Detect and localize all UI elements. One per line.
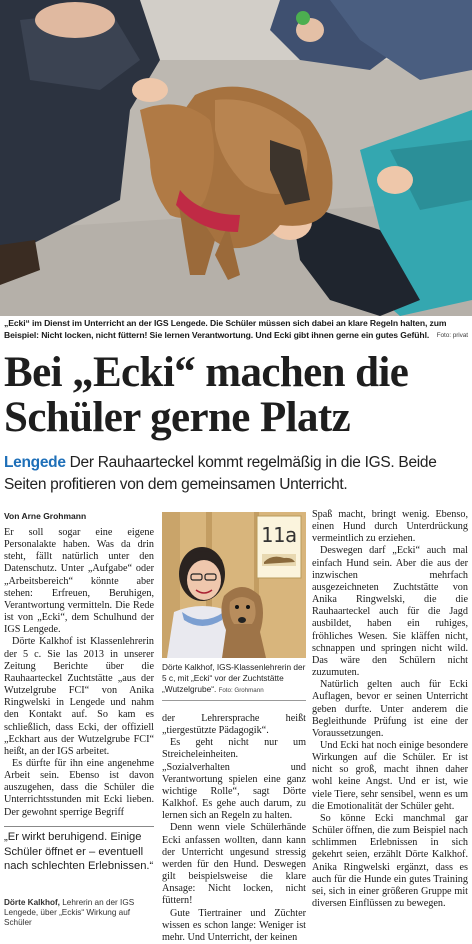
quote-author-role: Lehrerin an der IGS Lengede, über „Eckis“ Wirkung auf Schüler — [4, 898, 135, 927]
pull-quote-credit — [4, 898, 156, 928]
paragraph: So könne Ecki manchmal gar Schüler öffnen, die zum Beispiel nach schlimmen Erlebnissen in sich gekehrt seien, erzählt Dörte Kalkhof. Anika Ringwelski ergänzt, dass es auch für die Hunde ein gutes Training sei, sich in einer größeren Gruppe mit diversen Einflüssen zu bewegen. — [312, 812, 468, 909]
paragraph: Es dürfte für ihn eine angenehme Arbeit sein. Ebenso ist davon auszugehen, dass die Schüler die Unterrichtsstunden mit Ecki lieben. Der gewohnt sperrige Begriff — [4, 757, 154, 818]
photo-credit: Foto: privat — [436, 331, 468, 339]
paragraph: Und Ecki hat noch einige besondere Wirkungen auf die Schüler. Er ist nicht so groß, macht ihnen daher wohl keine Angst. Und er ist, wie viele Tiere, sehr sensibel, wenn es um die Emotionalität der Schüler geht. — [312, 739, 468, 812]
location-kicker: Lengede — [4, 454, 66, 471]
paragraph: Er soll sogar eine eigene Personalakte haben. Was da drin steht, fällt natürlich unter den Datenschutz. Unter „Aufgabe“ oder „Arbeitsbereich“ könnte aber stehen: Erfreuen, Beruhigen, Verantwortung vermitteln. Die Rede ist von „Ecki“, dem Schulhund der IGS Lengede. — [4, 527, 154, 636]
article-column-1 — [4, 527, 154, 819]
paragraph: der Lehrersprache heißt „tiergestützte Pädagogik“. — [162, 713, 306, 737]
inner-caption-text: Dörte Kalkhof, IGS-Klassenlehrerin der 5 c, mit „Ecki“ vor der Zuchtstätte „Wutzelgrube“. — [162, 662, 306, 694]
subheadline — [4, 452, 470, 496]
paragraph: Dörte Kalkhof ist Klassenlehrerin der 5 c. Sie las 2013 in unserer Zeitung Berichte über die Rauhaarteckel Zuchtstätte „aus der Wutzelgrube FCI“ von Anika Ringwelski in Lengede und nahm den Kontakt auf. So kam es schließlich, dass Ecki, der offiziell „Eckhart aus der Wutzelgrube FCI“ heißt, an der IGS arbeitet. — [4, 636, 154, 757]
inner-photo-caption — [162, 662, 306, 701]
headline — [4, 350, 470, 440]
photo-credit: Foto: Grohmann — [218, 687, 264, 694]
top-photo-caption — [4, 318, 468, 341]
door-sign-text: 11a — [260, 523, 298, 547]
paragraph: Natürlich gelten auch für Ecki Auflagen, bevor er seinen Unterricht geben durfte. Unter anderem die Begleithunde Prüfung ist eine der Voraussetzungen. — [312, 679, 468, 739]
divider — [4, 826, 154, 827]
paragraph: Deswegen darf „Ecki“ auch mal einfach Hund sein. Aber die aus der inzwischen mehrfach ausgezeichneten Zuchtstätte von Anika Ringwelski, die die Rauhaarteckel auch für die Jagd ausbildet, haben ein ruhiges, fröhliches Wesen. Sie kläffen nicht, schnappen und springen nicht wild. Das wäre den Schülern nicht zuzumuten. — [312, 545, 468, 679]
article-column-3 — [312, 509, 468, 910]
paragraph: Gute Tiertrainer und Züchter wissen es schon lange: Weniger ist mehr. Und Unterricht, der keinen — [162, 907, 306, 943]
inner-photo — [162, 512, 306, 658]
headline-line-1: Bei „Ecki“ machen die — [4, 349, 409, 396]
divider — [162, 700, 306, 701]
article-column-2 — [162, 713, 306, 944]
quote-author: Dörte Kalkhof, — [4, 898, 60, 907]
caption-lead: „Ecki“ im Dienst im Unterricht an der IGS Lengede. — [4, 318, 208, 328]
byline: Von Arne Grohmann — [4, 511, 87, 521]
pull-quote — [4, 826, 154, 874]
paragraph: Denn wenn viele Schülerhände Ecki anfassen wollten, dann kann der Unterricht ungesund stressig werden für den Hund. Deswegen gilt beispielsweise die klare Ansage: Nicht locken, nicht füttern! — [162, 822, 306, 907]
paragraph: Es geht nicht nur um Streicheleinheiten. „Sozialverhalten und Verantwortung spielen eine ganz wichtige Rolle“, sagt Dörte Kalkhof. Es gehe auch darum, zu lernen sich an Regeln zu halten. — [162, 737, 306, 822]
headline-line-2: Schüler gerne Platz — [4, 394, 351, 441]
top-photo — [0, 0, 472, 316]
caption-body: Die Schüler müssen sich dabei an klare Regeln halten, zum Beispiel: Nicht locken, nicht füttern! Sie lernen Verantwortung. Und Ecki gibt ihnen gerne ein gutes Gefühl. — [4, 318, 447, 340]
pull-quote-text: „Er wirkt beruhigend. Einige Schüler öffnet er – eventuell nach schlechten Erlebnissen.“ — [4, 831, 154, 872]
paragraph: Spaß macht, bringt wenig. Ebenso, einen Hund durch Unterdrückung vermeintlich zu erziehen. — [312, 509, 468, 545]
subhead-text: Der Rauhaarteckel kommt regelmäßig in die IGS. Beide Seiten profitieren von dem gemeinsamen Unterricht. — [4, 454, 437, 493]
